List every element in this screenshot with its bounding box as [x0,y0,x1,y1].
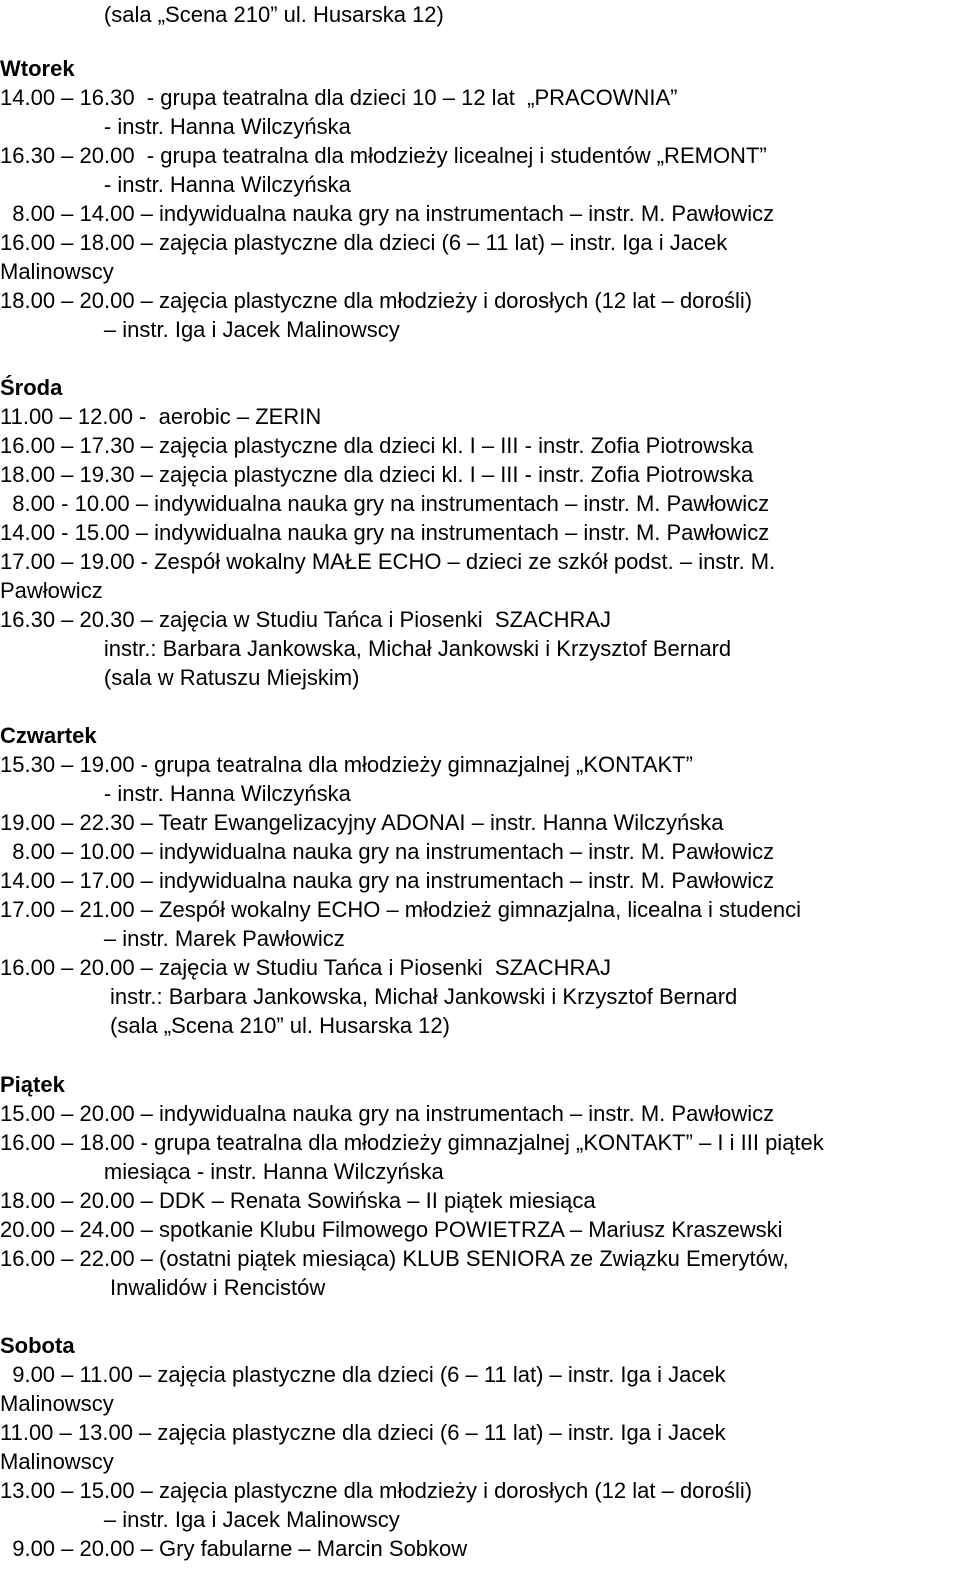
schedule-line: 20.00 – 24.00 – spotkanie Klubu Filmowego POWIETRZA – Mariusz Kraszewski [0,1217,783,1242]
schedule-line: 8.00 – 14.00 – indywidualna nauka gry na instrumentach – instr. M. Pawłowicz [0,201,775,226]
schedule-line: (sala „Scena 210” ul. Husarska 12) [0,2,444,27]
schedule-line: - instr. Hanna Wilczyńska [0,172,351,197]
schedule-line: 18.00 – 20.00 – DDK – Renata Sowińska – II piątek miesiąca [0,1188,596,1213]
schedule-line: (sala „Scena 210” ul. Husarska 12) [0,1013,450,1038]
schedule-line: miesiąca - instr. Hanna Wilczyńska [0,1159,444,1184]
day-heading: Wtorek [0,56,75,81]
schedule-line: 15.30 – 19.00 - grupa teatralna dla młodzieży gimnazjalnej „KONTAKT” [0,752,693,777]
schedule-line: – instr. Marek Pawłowicz [0,926,345,951]
schedule-line: 15.00 – 20.00 – indywidualna nauka gry na instrumentach – instr. M. Pawłowicz [0,1101,775,1126]
schedule-line: 16.00 – 17.30 – zajęcia plastyczne dla dzieci kl. I – III - instr. Zofia Piotrowska [0,433,754,458]
schedule-line: Malinowscy [0,1449,114,1474]
schedule-line: 14.00 - 15.00 – indywidualna nauka gry na instrumentach – instr. M. Pawłowicz [0,520,770,545]
schedule-line: 19.00 – 22.30 – Teatr Ewangelizacyjny ADONAI – instr. Hanna Wilczyńska [0,810,724,835]
schedule-line: 16.00 – 18.00 - grupa teatralna dla młodzieży gimnazjalnej „KONTAKT” – I i III piątek [0,1130,824,1155]
day-heading: Sobota [0,1333,75,1358]
schedule-line: - instr. Hanna Wilczyńska [0,114,351,139]
schedule-line: 16.00 – 18.00 – zajęcia plastyczne dla dzieci (6 – 11 lat) – instr. Iga i Jacek [0,230,728,255]
schedule-line: – instr. Iga i Jacek Malinowscy [0,317,400,342]
schedule-line: - instr. Hanna Wilczyńska [0,781,351,806]
schedule-line: 18.00 – 20.00 – zajęcia plastyczne dla młodzieży i dorosłych (12 lat – dorośli) [0,288,753,313]
schedule-line: Pawłowicz [0,578,103,603]
schedule-line: 9.00 – 11.00 – zajęcia plastyczne dla dzieci (6 – 11 lat) – instr. Iga i Jacek [0,1362,726,1387]
day-heading: Środa [0,375,63,400]
schedule-line: Malinowscy [0,1391,114,1416]
schedule-line: (sala w Ratuszu Miejskim) [0,665,360,690]
schedule-line: 11.00 – 13.00 – zajęcia plastyczne dla dzieci (6 – 11 lat) – instr. Iga i Jacek [0,1420,726,1445]
schedule-line: 16.30 – 20.30 – zajęcia w Studiu Tańca i Piosenki SZACHRAJ [0,607,612,632]
schedule-line: instr.: Barbara Jankowska, Michał Jankowski i Krzysztof Bernard [0,984,738,1009]
schedule-line: 9.00 – 20.00 – Gry fabularne – Marcin Sobkow [0,1536,468,1561]
schedule-line: 17.00 – 21.00 – Zespół wokalny ECHO – młodzież gimnazjalna, licealna i studenci [0,897,801,922]
schedule-line: 14.00 – 17.00 – indywidualna nauka gry na instrumentach – instr. M. Pawłowicz [0,868,775,893]
schedule-line: – instr. Iga i Jacek Malinowscy [0,1507,400,1532]
day-heading: Czwartek [0,723,97,748]
schedule-line: 13.00 – 15.00 – zajęcia plastyczne dla młodzieży i dorosłych (12 lat – dorośli) [0,1478,753,1503]
schedule-line: 18.00 – 19.30 – zajęcia plastyczne dla dzieci kl. I – III - instr. Zofia Piotrowska [0,462,754,487]
schedule-line: 16.00 – 22.00 – (ostatni piątek miesiąca) KLUB SENIORA ze Związku Emerytów, [0,1246,789,1271]
schedule-line: 8.00 - 10.00 – indywidualna nauka gry na instrumentach – instr. M. Pawłowicz [0,491,770,516]
day-heading: Piątek [0,1072,65,1097]
schedule-line: Malinowscy [0,259,114,284]
schedule-line: 8.00 – 10.00 – indywidualna nauka gry na instrumentach – instr. M. Pawłowicz [0,839,775,864]
schedule-line: instr.: Barbara Jankowska, Michał Jankowski i Krzysztof Bernard [0,636,732,661]
schedule-line: 16.30 – 20.00 - grupa teatralna dla młodzieży licealnej i studentów „REMONT” [0,143,767,168]
schedule-line: 14.00 – 16.30 - grupa teatralna dla dzieci 10 – 12 lat „PRACOWNIA” [0,85,678,110]
schedule-line: 16.00 – 20.00 – zajęcia w Studiu Tańca i Piosenki SZACHRAJ [0,955,612,980]
schedule-line: 17.00 – 19.00 - Zespół wokalny MAŁE ECHO – dzieci ze szkół podst. – instr. M. [0,549,776,574]
schedule-line: Inwalidów i Rencistów [0,1275,326,1300]
schedule-line: 11.00 – 12.00 - aerobic – ZERIN [0,404,322,429]
